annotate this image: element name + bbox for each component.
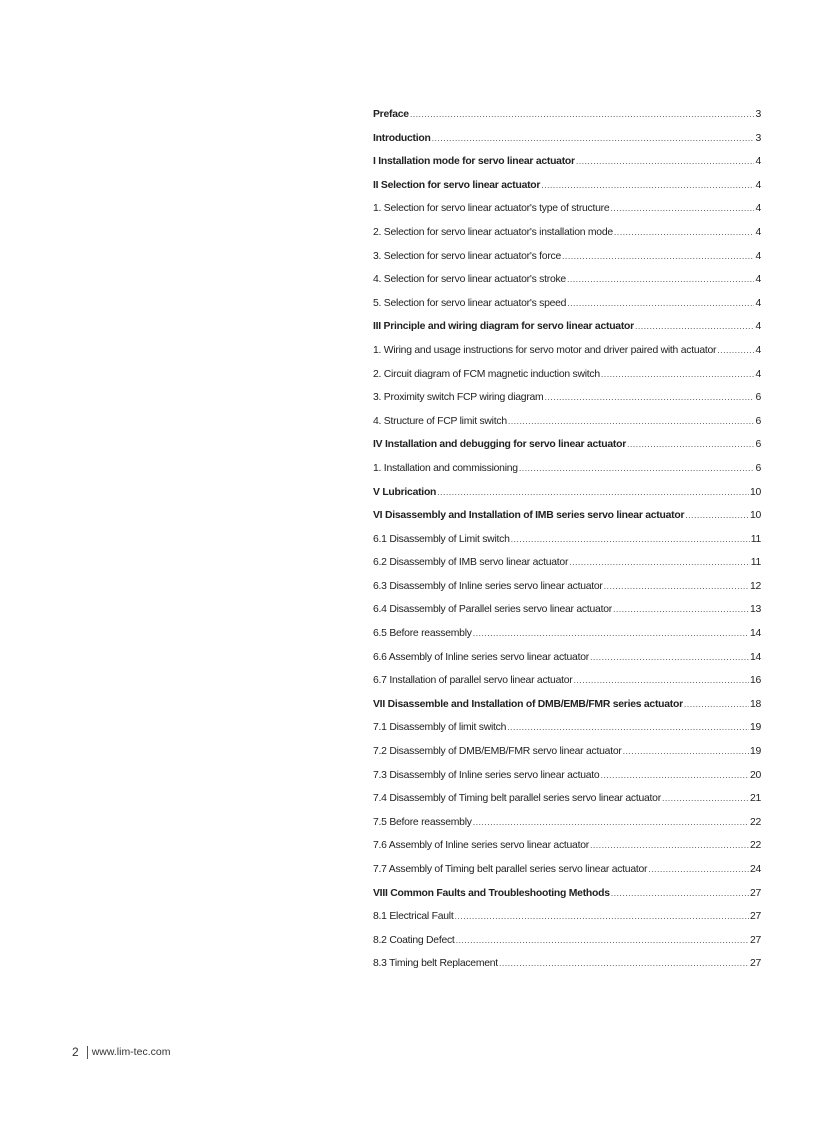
toc-entry-title: VI Disassembly and Installation of IMB series servo linear actuator <box>373 510 685 522</box>
toc-entry[interactable] <box>373 675 761 699</box>
toc-entry-title: 3. Selection for servo linear actuator's force <box>373 250 562 262</box>
toc-entry[interactable] <box>373 227 761 251</box>
toc-dot-leader <box>454 911 748 922</box>
toc-entry[interactable] <box>373 652 761 676</box>
toc-entry[interactable] <box>373 203 761 227</box>
toc-dot-leader <box>567 298 754 309</box>
toc-dot-leader <box>562 251 754 262</box>
toc-entry-title: 8.3 Timing belt Replacement <box>373 958 498 970</box>
toc-dot-leader <box>432 133 755 144</box>
toc-entry-page: 27 <box>749 911 761 923</box>
toc-entry-title: 6.2 Disassembly of IMB servo linear actuator <box>373 557 569 569</box>
toc-entry-title: 6.3 Disassembly of Inline series servo linear actuator <box>373 580 603 592</box>
toc-entry-page: 4 <box>755 297 761 309</box>
toc-dot-leader <box>684 699 749 710</box>
toc-entry-page: 22 <box>749 816 761 828</box>
toc-entry-title: 6.7 Installation of parallel servo linear actuator <box>373 675 573 687</box>
toc-entry-page: 4 <box>755 368 761 380</box>
toc-dot-leader <box>611 888 749 899</box>
toc-entry-title: 7.4 Disassembly of Timing belt parallel series servo linear actuator <box>373 793 661 805</box>
toc-dot-leader <box>601 369 755 380</box>
toc-entry[interactable] <box>373 817 761 841</box>
toc-entry[interactable] <box>373 534 761 558</box>
toc-entry[interactable] <box>373 345 761 369</box>
toc-entry-page: 4 <box>755 156 761 168</box>
toc-entry-page: 27 <box>749 958 761 970</box>
toc-entry[interactable] <box>373 628 761 652</box>
toc-entry[interactable] <box>373 251 761 275</box>
toc-entry-title: 7.1 Disassembly of limit switch <box>373 722 507 734</box>
toc-entry-page: 19 <box>749 746 761 758</box>
toc-entry-title: 6.4 Disassembly of Parallel series servo linear actuator <box>373 604 612 616</box>
footer-divider <box>87 1046 88 1059</box>
toc-dot-leader <box>511 534 750 545</box>
toc-entry-page: 20 <box>749 769 761 781</box>
toc-dot-leader <box>590 840 749 851</box>
toc-entry-page: 18 <box>749 698 761 710</box>
toc-entry-title: I Installation mode for servo linear actuator <box>373 156 575 168</box>
toc-entry-page: 4 <box>755 179 761 191</box>
toc-entry-page: 21 <box>749 793 761 805</box>
toc-entry-page: 27 <box>749 934 761 946</box>
toc-entry-page: 6 <box>755 392 761 404</box>
toc-entry-title: Preface <box>373 109 409 120</box>
toc-entry[interactable] <box>373 439 761 463</box>
toc-entry[interactable] <box>373 369 761 393</box>
toc-entry-title: 4. Structure of FCP limit switch <box>373 415 507 427</box>
toc-entry-page: 4 <box>755 321 761 333</box>
toc-dot-leader <box>600 770 749 781</box>
page-number: 2 <box>72 1045 79 1059</box>
toc-entry-title: 6.5 Before reassembly <box>373 628 472 640</box>
toc-entry-title: V Lubrication <box>373 486 437 498</box>
toc-entry[interactable] <box>373 156 761 180</box>
toc-entry-page: 12 <box>749 580 761 592</box>
toc-entry-page: 10 <box>749 510 761 522</box>
toc-entry-page: 13 <box>749 604 761 616</box>
toc-dot-leader <box>541 180 754 191</box>
toc-entry-title: VIII Common Faults and Troubleshooting Methods <box>373 887 610 899</box>
toc-dot-leader <box>604 581 749 592</box>
toc-entry[interactable] <box>373 298 761 322</box>
toc-entry-title: VII Disassemble and Installation of DMB/EMB/FMR series actuator <box>373 698 683 710</box>
toc-entry[interactable] <box>373 722 761 746</box>
toc-dot-leader <box>567 274 755 285</box>
toc-dot-leader <box>685 510 749 521</box>
toc-entry-page: 4 <box>755 250 761 262</box>
toc-entry[interactable] <box>373 770 761 794</box>
toc-entry-page: 6 <box>755 415 761 427</box>
toc-entry-page: 10 <box>749 486 761 498</box>
toc-entry-page: 4 <box>755 226 761 238</box>
toc-entry-title: Introduction <box>373 132 431 144</box>
toc-dot-leader <box>635 321 755 332</box>
toc-entry-page: 27 <box>749 887 761 899</box>
toc-dot-leader <box>473 817 749 828</box>
toc-dot-leader <box>519 463 755 474</box>
toc-dot-leader <box>456 935 749 946</box>
toc-entry-title: 8.1 Electrical Fault <box>373 911 454 923</box>
toc-entry[interactable] <box>373 840 761 864</box>
toc-dot-leader <box>508 416 755 427</box>
toc-entry[interactable] <box>373 888 761 912</box>
toc-entry-page: 14 <box>749 628 761 640</box>
toc-entry-page: 3 <box>755 132 761 144</box>
toc-entry-title: 5. Selection for servo linear actuator's speed <box>373 297 567 309</box>
table-of-contents <box>373 109 761 982</box>
toc-dot-leader <box>590 652 749 663</box>
toc-entry-title: 1. Wiring and usage instructions for servo motor and driver paired with actuator <box>373 344 717 356</box>
toc-entry[interactable] <box>373 109 761 133</box>
toc-entry[interactable] <box>373 581 761 605</box>
toc-entry-page: 4 <box>755 203 761 215</box>
toc-entry[interactable] <box>373 699 761 723</box>
toc-entry-page: 3 <box>755 109 761 120</box>
toc-entry-title: 7.7 Assembly of Timing belt parallel series servo linear actuator <box>373 864 648 875</box>
toc-dot-leader <box>544 392 754 403</box>
toc-entry-page: 11 <box>750 557 761 569</box>
toc-entry-page: 22 <box>749 840 761 852</box>
toc-entry-page: 11 <box>750 533 761 545</box>
toc-dot-leader <box>610 203 754 214</box>
toc-entry-title: 1. Installation and commissioning <box>373 462 518 474</box>
toc-dot-leader <box>437 487 749 498</box>
toc-entry[interactable] <box>373 958 761 982</box>
toc-entry-title: 7.5 Before reassembly <box>373 816 472 828</box>
toc-entry[interactable] <box>373 935 761 959</box>
toc-entry-page: 4 <box>755 274 761 286</box>
toc-entry[interactable] <box>373 746 761 770</box>
toc-entry[interactable] <box>373 321 761 345</box>
toc-entry-title: III Principle and wiring diagram for servo linear actuator <box>373 321 634 333</box>
toc-dot-leader <box>499 958 749 969</box>
toc-dot-leader <box>614 227 755 238</box>
toc-entry-title: 7.6 Assembly of Inline series servo linear actuator <box>373 840 589 852</box>
toc-entry-title: 2. Circuit diagram of FCM magnetic induction switch <box>373 368 600 380</box>
toc-dot-leader <box>507 722 749 733</box>
toc-dot-leader <box>569 557 750 568</box>
toc-entry-page: 14 <box>749 651 761 663</box>
toc-entry-page: 24 <box>749 864 761 875</box>
toc-entry-page: 19 <box>749 722 761 734</box>
toc-entry[interactable] <box>373 604 761 628</box>
toc-entry-title: 6.1 Disassembly of Limit switch <box>373 533 510 545</box>
toc-dot-leader <box>613 604 749 615</box>
toc-entry[interactable] <box>373 463 761 487</box>
toc-entry[interactable] <box>373 274 761 298</box>
toc-entry-title: 6.6 Assembly of Inline series servo linear actuator <box>373 651 589 663</box>
toc-entry-page: 6 <box>755 462 761 474</box>
toc-entry[interactable] <box>373 133 761 157</box>
toc-entry-title: 3. Proximity switch FCP wiring diagram <box>373 392 544 404</box>
page-footer <box>72 1045 170 1059</box>
toc-entry[interactable] <box>373 392 761 416</box>
toc-entry-page: 4 <box>755 344 761 356</box>
toc-dot-leader <box>576 156 755 167</box>
toc-dot-leader <box>410 109 755 120</box>
toc-entry-title: 1. Selection for servo linear actuator's type of structure <box>373 203 610 215</box>
toc-entry-title: 2. Selection for servo linear actuator's installation mode <box>373 226 613 238</box>
toc-entry-title: 4. Selection for servo linear actuator's stroke <box>373 274 566 286</box>
toc-entry-title: 7.3 Disassembly of Inline series servo linear actuato <box>373 769 600 781</box>
toc-entry-title: 8.2 Coating Defect <box>373 934 455 946</box>
toc-dot-leader <box>662 793 749 804</box>
toc-entry-title: II Selection for servo linear actuator <box>373 179 541 191</box>
toc-entry-page: 16 <box>749 675 761 687</box>
toc-dot-leader <box>573 675 748 686</box>
toc-entry[interactable] <box>373 510 761 534</box>
toc-entry[interactable] <box>373 793 761 817</box>
toc-entry-page: 6 <box>755 439 761 451</box>
toc-dot-leader <box>717 345 754 356</box>
toc-dot-leader <box>648 864 749 875</box>
toc-entry[interactable] <box>373 557 761 581</box>
toc-entry[interactable] <box>373 416 761 440</box>
toc-entry-title: IV Installation and debugging for servo linear actuator <box>373 439 626 451</box>
toc-entry-title: 7.2 Disassembly of DMB/EMB/FMR servo linear actuator <box>373 746 622 758</box>
toc-dot-leader <box>623 746 749 757</box>
toc-entry[interactable] <box>373 911 761 935</box>
toc-dot-leader <box>473 628 749 639</box>
toc-entry[interactable] <box>373 180 761 204</box>
toc-entry[interactable] <box>373 487 761 511</box>
toc-dot-leader <box>627 439 754 450</box>
toc-entry[interactable] <box>373 864 761 888</box>
footer-website: www.lim-tec.com <box>91 1046 171 1058</box>
